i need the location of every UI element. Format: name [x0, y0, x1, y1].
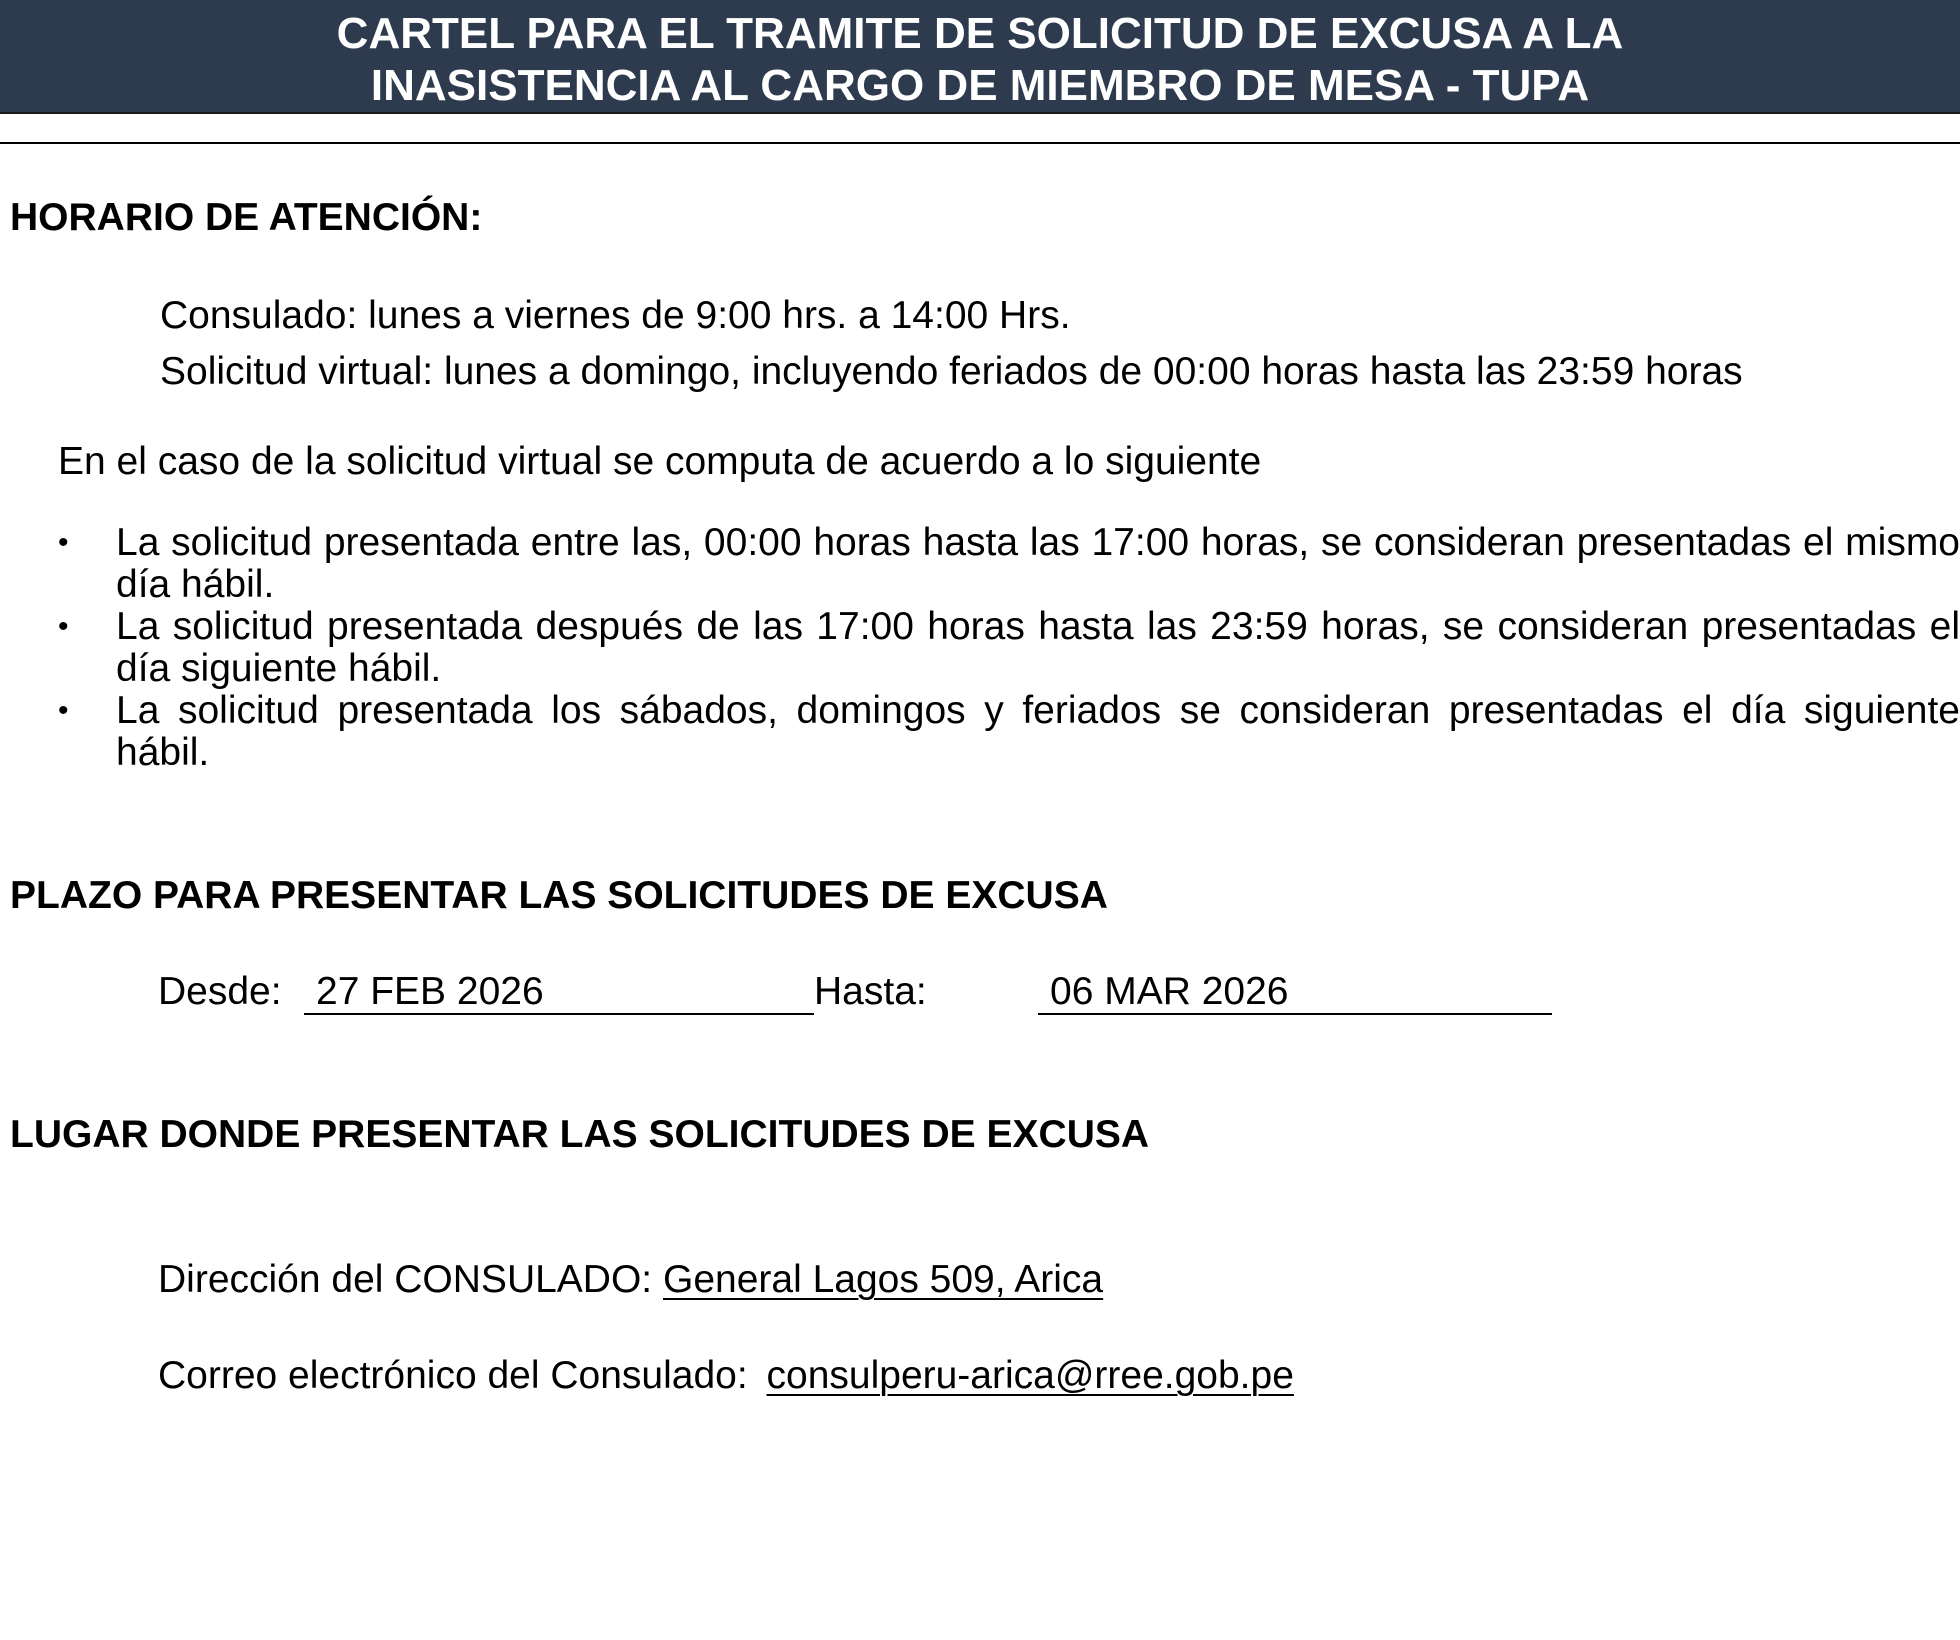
hasta-date-field — [1038, 969, 1552, 1015]
lugar-heading: LUGAR DONDE PRESENTAR LAS SOLICITUDES DE EXCUSA — [10, 1113, 1150, 1156]
hasta-date-value: 06 MAR 2026 — [1050, 970, 1289, 1013]
direccion-line — [158, 1257, 1103, 1303]
bullet-icon: • — [58, 694, 69, 727]
correo-label: Correo electrónico del Consulado: — [158, 1354, 748, 1397]
rule-text: La solicitud presentada los sábados, domingos y feriados se consideran presentadas el día siguiente hábil. — [116, 689, 1960, 774]
desde-label: Desde: — [158, 970, 282, 1013]
hasta-label: Hasta: — [814, 970, 927, 1013]
list-item — [58, 606, 1960, 690]
bullet-icon: • — [58, 526, 69, 559]
rule-text: La solicitud presentada después de las 17:00 horas hasta las 23:59 horas, se consideran presentadas el día siguiente hábil. — [116, 605, 1960, 690]
rule-text: La solicitud presentada entre las, 00:00 horas hasta las 17:00 horas, se consideran presentadas el mismo día hábil. — [116, 521, 1960, 606]
desde-date-field — [304, 969, 814, 1015]
horario-virtual: Solicitud virtual: lunes a domingo, incluyendo feriados de 00:00 horas hasta las 23:59 horas — [160, 350, 1743, 393]
header-divider — [0, 142, 1960, 144]
page-title — [0, 8, 1960, 112]
bullet-icon: • — [58, 610, 69, 643]
horario-consulado: Consulado: lunes a viernes de 9:00 hrs. a 14:00 Hrs. — [160, 294, 1071, 337]
direccion-value: General Lagos 509, Arica — [663, 1258, 1104, 1301]
desde-date-value: 27 FEB 2026 — [316, 970, 544, 1013]
horario-rules-list — [58, 522, 1960, 774]
page-title-line-1: CARTEL PARA EL TRAMITE DE SOLICITUD DE EXCUSA A LA — [336, 9, 1624, 58]
page-title-line-2: INASISTENCIA AL CARGO DE MIEMBRO DE MESA - TUPA — [370, 61, 1590, 110]
email-link[interactable]: consulperu-arica@rree.gob.pe — [766, 1354, 1294, 1397]
list-item — [58, 690, 1960, 774]
horario-intro: En el caso de la solicitud virtual se computa de acuerdo a lo siguiente — [58, 440, 1262, 483]
direccion-label: Dirección del CONSULADO: — [158, 1258, 653, 1301]
header-banner — [0, 0, 1960, 114]
correo-line — [158, 1353, 1294, 1399]
list-item — [58, 522, 1960, 606]
plazo-heading: PLAZO PARA PRESENTAR LAS SOLICITUDES DE EXCUSA — [10, 874, 1108, 917]
horario-heading: HORARIO DE ATENCIÓN: — [10, 196, 483, 239]
